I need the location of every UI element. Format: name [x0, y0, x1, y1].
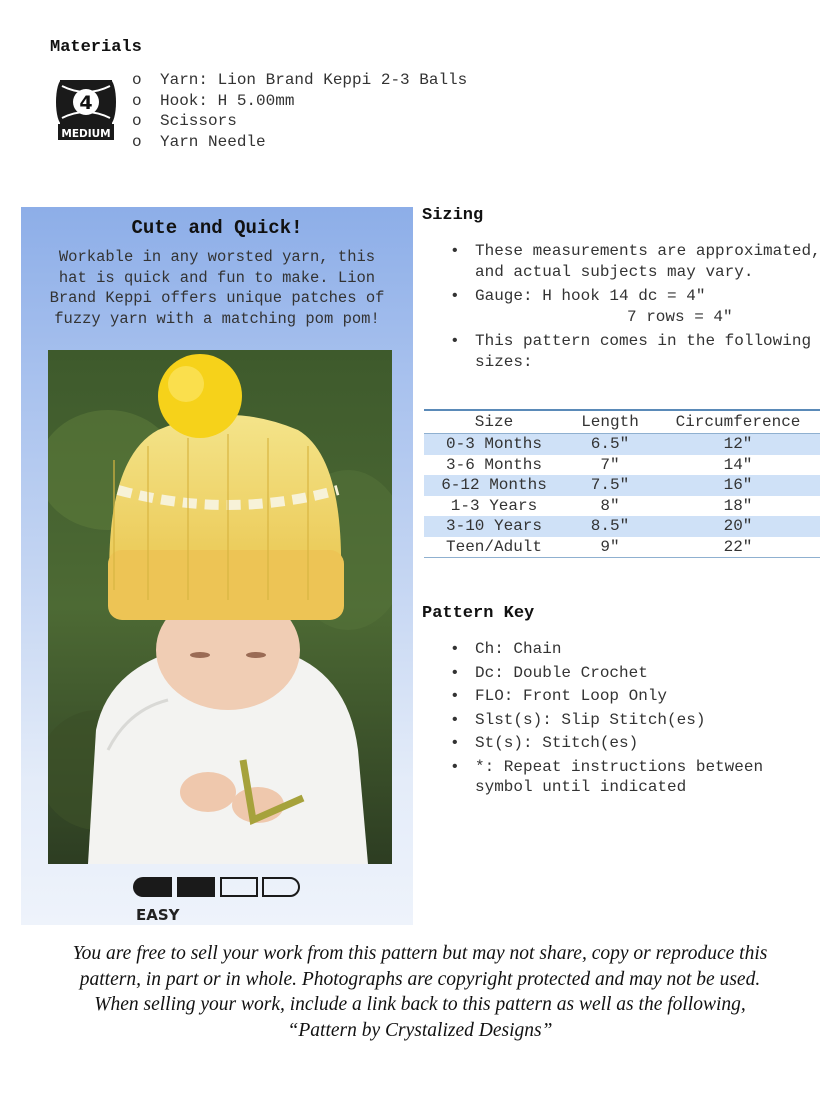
yarn-weight-number: 4	[79, 92, 93, 114]
length-col-header: Length	[581, 413, 639, 431]
materials-item-needle: o Yarn Needle	[132, 132, 467, 153]
yarn-weight-label: MEDIUM	[61, 128, 111, 140]
pattern-key-item: • FLO: Front Loop Only	[448, 686, 828, 707]
sizing-note: • These measurements are approximated, and actual subjects may vary.	[448, 241, 828, 282]
materials-list	[132, 70, 467, 152]
difficulty-label: EASY	[136, 906, 180, 924]
length-cell: 6.5"	[564, 434, 656, 455]
pattern-key-item: • Slst(s): Slip Stitch(es)	[448, 710, 828, 731]
sizing-list	[448, 241, 828, 376]
size-cell: 6-12 Months	[424, 475, 564, 496]
sizing-title: Sizing	[422, 206, 484, 225]
length-cell: 7.5"	[564, 475, 656, 496]
difficulty-scale-icon	[132, 876, 302, 898]
promo-text: Workable in any worsted yarn, this hat is quick and fun to make. Lion Brand Keppi offers unique patches of fuzzy yarn with a matching pom pom!	[49, 248, 385, 328]
pattern-key-title: Pattern Key	[422, 604, 535, 623]
yarn-weight-4-icon	[52, 72, 120, 142]
length-cell: 9"	[600, 537, 620, 556]
sizing-sizes-note: • This pattern comes in the following sizes:	[448, 331, 828, 372]
table-row	[424, 455, 820, 476]
table-row	[424, 496, 820, 517]
table-row	[424, 516, 820, 537]
gauge-rows: 7 rows = 4"	[627, 307, 733, 326]
circumference-cell: 14"	[723, 455, 753, 474]
table-row	[424, 434, 820, 455]
pattern-key-item: • Ch: Chain	[448, 639, 828, 660]
size-cell: Teen/Adult	[445, 537, 542, 556]
copyright-notice: You are free to sell your work from this pattern but may not share, copy or reproduce this pattern, in part or in whole. Photographs are copyright protected and may not be used. When selling your work, include a link back to this pattern as well as the following, “Pattern by Crystalized Designs”	[72, 943, 768, 1041]
circumference-col-header: Circumference	[675, 413, 801, 431]
circumference-cell: 20"	[656, 516, 820, 537]
size-table	[424, 409, 820, 558]
materials-title: Materials	[50, 38, 142, 57]
baby-in-yellow-crochet-hat-photo	[48, 350, 392, 864]
circumference-cell: 18"	[723, 496, 753, 515]
circumference-cell: 12"	[656, 434, 820, 455]
size-cell: 3-10 Years	[424, 516, 564, 537]
materials-item-hook: o Hook: H 5.00mm	[132, 91, 467, 112]
circumference-cell: 16"	[656, 475, 820, 496]
materials-item-scissors: o Scissors	[132, 111, 467, 132]
pattern-key-item: • St(s): Stitch(es)	[448, 733, 828, 754]
pattern-key-item: • Dc: Double Crochet	[448, 663, 828, 684]
length-cell: 7"	[600, 455, 620, 474]
size-cell: 3-6 Months	[445, 455, 542, 474]
size-table-header	[424, 410, 820, 434]
table-row	[424, 537, 820, 558]
pattern-key-list	[448, 639, 828, 801]
pattern-key-item: • *: Repeat instructions between symbol until indicated	[448, 757, 828, 798]
length-cell: 8"	[600, 496, 620, 515]
circumference-cell: 22"	[723, 537, 753, 556]
promo-title: Cute and Quick!	[131, 217, 303, 239]
gauge-main: Gauge: H hook 14 dc = 4"	[475, 287, 706, 305]
length-cell: 8.5"	[564, 516, 656, 537]
materials-item-yarn: o Yarn: Lion Brand Keppi 2-3 Balls	[132, 70, 467, 91]
size-cell: 1-3 Years	[450, 496, 538, 515]
sizing-gauge	[448, 286, 828, 327]
size-cell: 0-3 Months	[424, 434, 564, 455]
size-col-header: Size	[474, 413, 514, 431]
table-row	[424, 475, 820, 496]
